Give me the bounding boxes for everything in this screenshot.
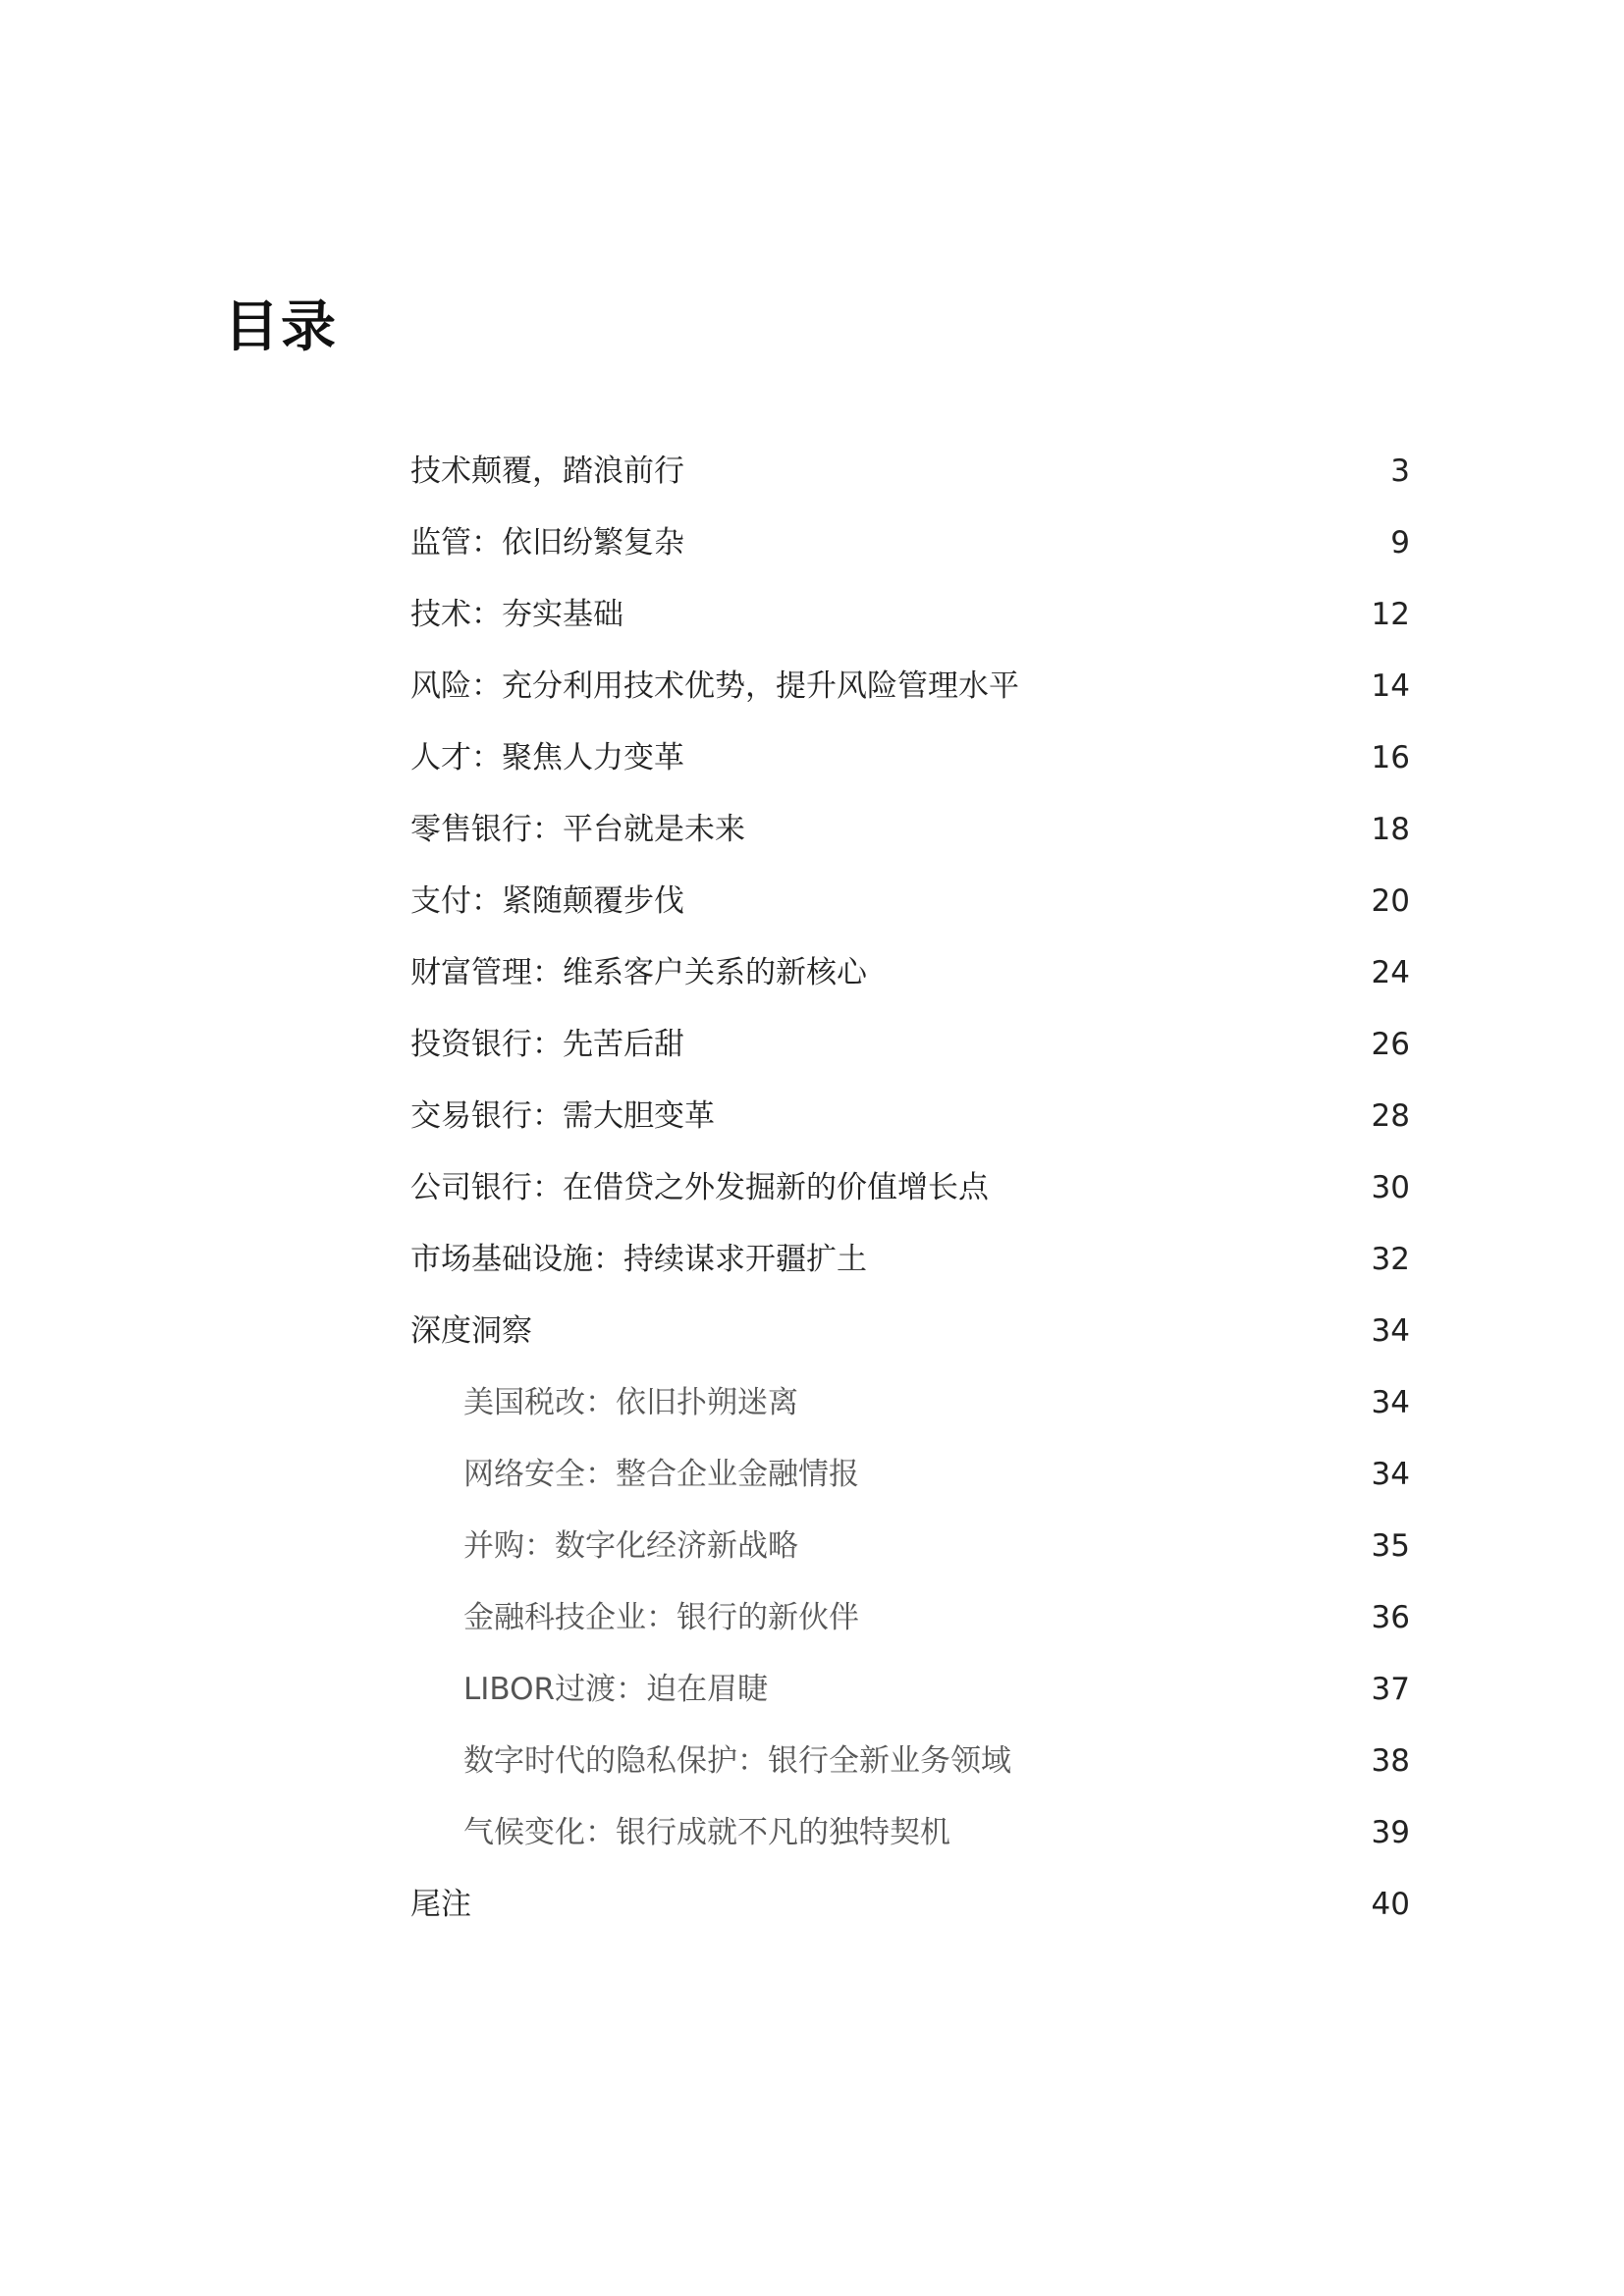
toc-entry-label: 深度洞察 <box>410 1313 532 1349</box>
toc-entry-page: 16 <box>1371 740 1410 775</box>
toc-entry[interactable] <box>410 877 1410 926</box>
toc-subentry-label: LIBOR过渡：迫在眉睫 <box>463 1672 769 1707</box>
toc-entry-label: 公司银行：在借贷之外发掘新的价值增长点 <box>410 1170 989 1205</box>
toc-subentry[interactable] <box>410 1378 1410 1427</box>
toc-entry-page: 3 <box>1390 454 1410 489</box>
toc-subentry-label: 气候变化：银行成就不凡的独特契机 <box>463 1815 950 1850</box>
toc-subentry-page: 34 <box>1371 1457 1410 1492</box>
toc-subentry-page: 36 <box>1371 1600 1410 1635</box>
toc-entry-page: 14 <box>1371 668 1410 704</box>
toc-subentry[interactable] <box>410 1450 1410 1499</box>
toc-entry-page: 20 <box>1371 883 1410 919</box>
toc-entry-label: 交易银行：需大胆变革 <box>410 1098 715 1134</box>
toc-entry-page: 34 <box>1371 1313 1410 1349</box>
toc-entry-page: 12 <box>1371 597 1410 632</box>
toc-entry[interactable] <box>410 1020 1410 1069</box>
toc-entry-label: 财富管理：维系客户关系的新核心 <box>410 955 867 990</box>
toc-entry-label: 人才：聚焦人力变革 <box>410 740 684 775</box>
toc-subentry-page: 39 <box>1371 1815 1410 1850</box>
toc-entry-page: 28 <box>1371 1098 1410 1134</box>
toc-entry-label: 零售银行：平台就是未来 <box>410 812 745 847</box>
toc-entry-label: 监管：依旧纷繁复杂 <box>410 525 684 561</box>
toc-entry[interactable] <box>410 662 1410 711</box>
toc-entry-label: 技术颠覆，踏浪前行 <box>410 454 684 489</box>
toc-entry[interactable] <box>410 518 1410 567</box>
toc-subentry-label: 美国税改：依旧扑朔迷离 <box>463 1385 798 1420</box>
page-title: 目录 <box>224 295 338 359</box>
toc-entry-page: 24 <box>1371 955 1410 990</box>
toc-subentry[interactable] <box>410 1808 1410 1857</box>
toc-entry-label: 支付：紧随颠覆步伐 <box>410 883 684 919</box>
toc-entry-label: 市场基础设施：持续谋求开疆扩土 <box>410 1242 867 1277</box>
toc-entry-label: 尾注 <box>410 1887 471 1922</box>
toc-entry-page: 9 <box>1390 525 1410 561</box>
toc-entry-label: 风险：充分利用技术优势，提升风险管理水平 <box>410 668 1019 704</box>
toc-subentry[interactable] <box>410 1665 1410 1714</box>
toc-entry[interactable] <box>410 1880 1410 1929</box>
toc-subentry-label: 数字时代的隐私保护：银行全新业务领域 <box>463 1743 1011 1779</box>
toc-subentry[interactable] <box>410 1522 1410 1571</box>
toc-entry[interactable] <box>410 590 1410 639</box>
toc-entry-page: 30 <box>1371 1170 1410 1205</box>
toc-subentry-page: 37 <box>1371 1672 1410 1707</box>
toc-entry[interactable] <box>410 1307 1410 1356</box>
toc-entry-page: 26 <box>1371 1027 1410 1062</box>
toc-entry-label: 投资银行：先苦后甜 <box>410 1027 684 1062</box>
toc-entry[interactable] <box>410 1163 1410 1212</box>
toc-entry[interactable] <box>410 733 1410 782</box>
toc-entry[interactable] <box>410 805 1410 854</box>
toc-entry-page: 40 <box>1371 1887 1410 1922</box>
toc-subentry-page: 35 <box>1371 1528 1410 1564</box>
toc-entry[interactable] <box>410 948 1410 997</box>
toc-entry-page: 18 <box>1371 812 1410 847</box>
toc-subentry[interactable] <box>410 1593 1410 1642</box>
toc-entry[interactable] <box>410 1092 1410 1141</box>
toc-subentry-page: 34 <box>1371 1385 1410 1420</box>
toc-subentry-label: 金融科技企业：银行的新伙伴 <box>463 1600 859 1635</box>
toc-subentry-label: 网络安全：整合企业金融情报 <box>463 1457 859 1492</box>
toc-subentry-page: 38 <box>1371 1743 1410 1779</box>
toc-subentry-label: 并购：数字化经济新战略 <box>463 1528 798 1564</box>
toc-entry-label: 技术：夯实基础 <box>410 597 623 632</box>
toc-entry[interactable] <box>410 1235 1410 1284</box>
toc-entry[interactable] <box>410 447 1410 496</box>
toc-subentry[interactable] <box>410 1736 1410 1786</box>
toc-entry-page: 32 <box>1371 1242 1410 1277</box>
